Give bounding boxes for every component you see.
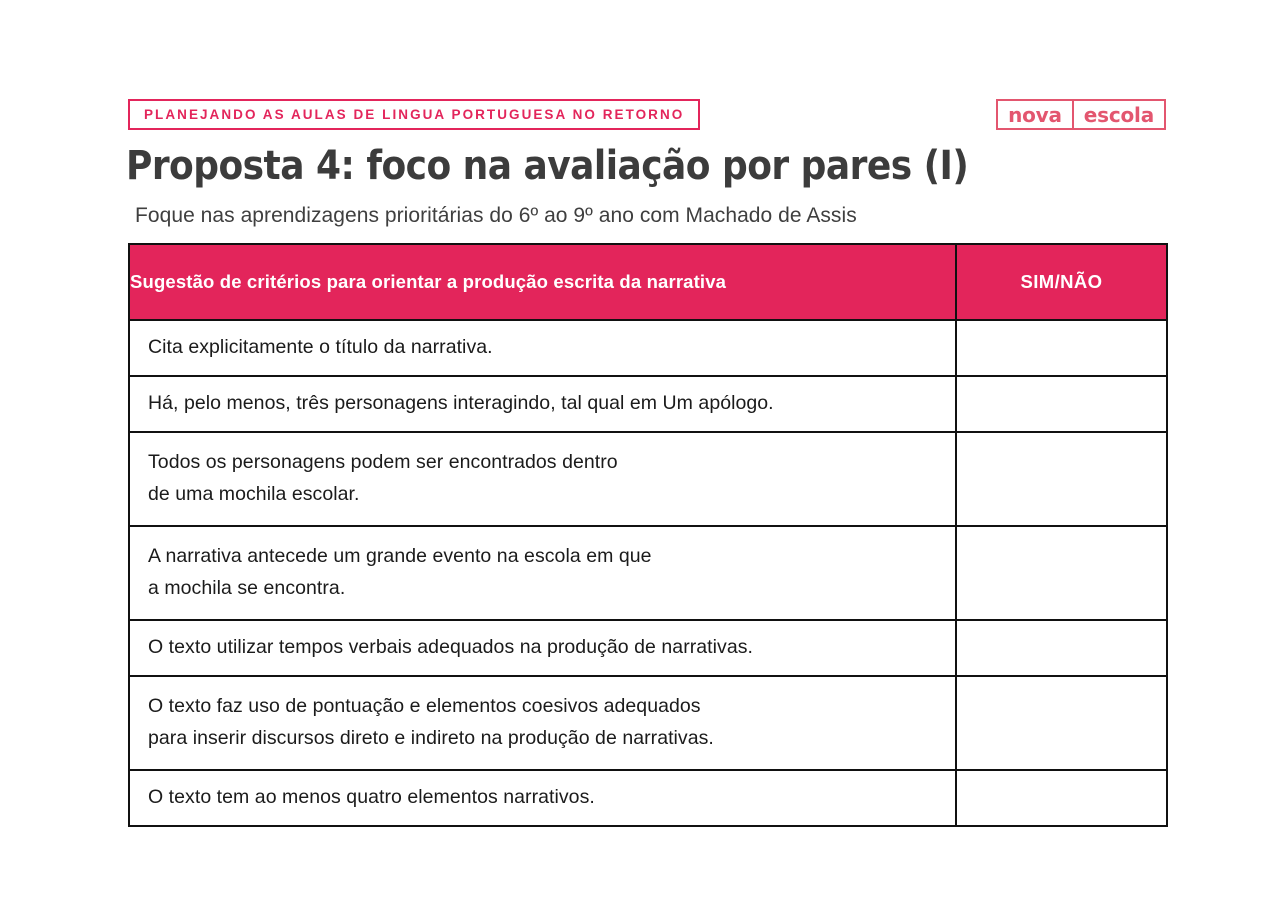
criteria-cell <box>129 620 956 676</box>
criteria-line: Todos os personagens podem ser encontrados dentro <box>148 451 618 474</box>
criteria-line: O texto utilizar tempos verbais adequados na produção de narrativas. <box>148 636 753 659</box>
table-row <box>129 432 1167 526</box>
criteria-line: A narrativa antecede um grande evento na escola em que <box>148 545 652 568</box>
answer-cell[interactable] <box>956 620 1167 676</box>
criteria-cell <box>129 376 956 432</box>
criteria-cell <box>129 676 956 770</box>
table-row <box>129 320 1167 376</box>
answer-cell[interactable] <box>956 676 1167 770</box>
table-row <box>129 676 1167 770</box>
answer-cell[interactable] <box>956 526 1167 620</box>
table-row <box>129 526 1167 620</box>
table-row <box>129 620 1167 676</box>
criteria-line: para inserir discursos direto e indireto na produção de narrativas. <box>148 727 714 749</box>
criteria-line: de uma mochila escolar. <box>148 483 360 505</box>
criteria-cell <box>129 526 956 620</box>
criteria-cell <box>129 432 956 526</box>
page-subtitle: Foque nas aprendizagens prioritárias do 6º ao 9º ano com Machado de Assis <box>135 204 857 227</box>
answer-cell[interactable] <box>956 320 1167 376</box>
criteria-table-wrapper <box>128 243 1166 827</box>
answer-cell[interactable] <box>956 376 1167 432</box>
table-head <box>129 244 1167 320</box>
criteria-table <box>128 243 1168 827</box>
criteria-line: a mochila se encontra. <box>148 577 346 599</box>
logo-word-escola: escola <box>1072 101 1164 128</box>
kicker-banner: PLANEJANDO AS AULAS DE LINGUA PORTUGUESA NO RETORNO <box>128 99 700 130</box>
nova-escola-logo <box>996 99 1166 130</box>
criteria-line: Há, pelo menos, três personagens interagindo, tal qual em Um apólogo. <box>148 392 774 415</box>
page-title: Proposta 4: foco na avaliação por pares (I) <box>126 143 969 189</box>
criteria-line: O texto tem ao menos quatro elementos narrativos. <box>148 786 595 809</box>
criteria-cell <box>129 770 956 826</box>
header-bar <box>128 99 1166 130</box>
criteria-cell <box>129 320 956 376</box>
criteria-line: O texto faz uso de pontuação e elementos coesivos adequados <box>148 695 701 718</box>
criteria-line: Cita explicitamente o título da narrativa. <box>148 336 493 359</box>
table-body <box>129 320 1167 826</box>
table-row <box>129 376 1167 432</box>
table-header-row <box>129 244 1167 320</box>
answer-cell[interactable] <box>956 770 1167 826</box>
logo-word-nova: nova <box>1008 102 1062 127</box>
answer-cell[interactable] <box>956 432 1167 526</box>
table-row <box>129 770 1167 826</box>
column-header-criteria: Sugestão de critérios para orientar a produção escrita da narrativa <box>129 244 956 320</box>
column-header-yesno: SIM/NÃO <box>956 244 1167 320</box>
